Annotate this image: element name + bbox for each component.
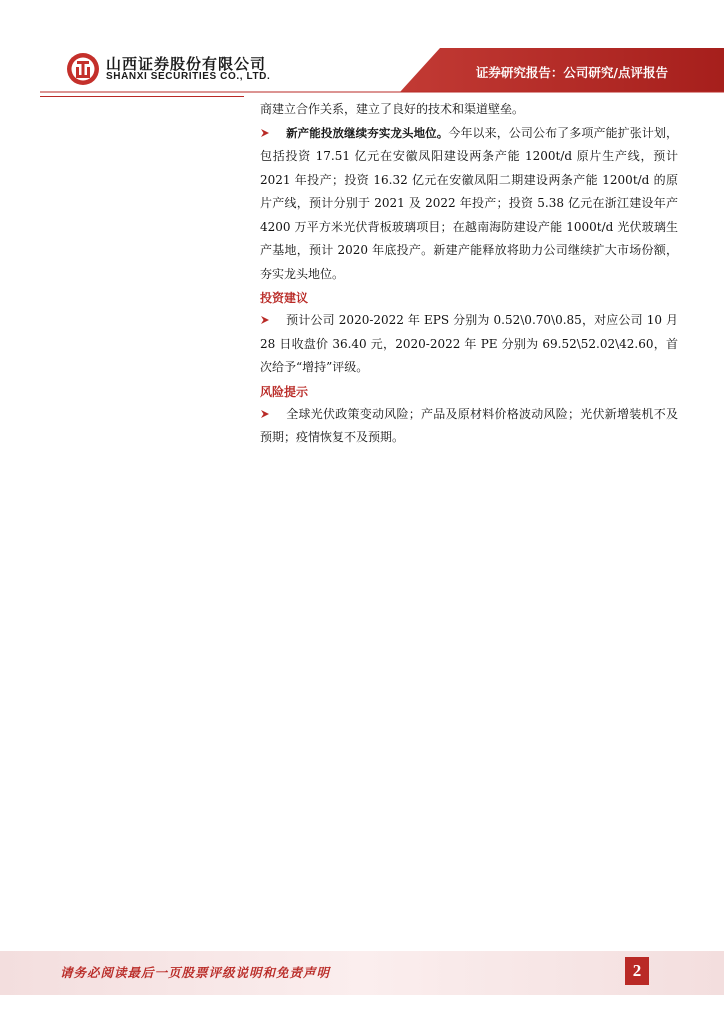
left-rule-divider xyxy=(40,96,244,97)
report-type-label: 证券研究报告：公司研究/点评报告 xyxy=(475,65,668,80)
arrow-bullet-icon xyxy=(260,122,286,146)
bullet-investment xyxy=(260,309,678,380)
bullet-body-text: 预计公司 2020-2022 年 EPS 分别为 0.52\0.70\0.85，对应公司 10 月 28 日收盘价 36.40 元，2020-2022 年 PE 分别为 69.52\52.02\42.60，首次给予“增持”评级。 xyxy=(260,313,678,374)
footer-disclaimer: 请务必阅读最后一页股票评级说明和免责声明 xyxy=(60,965,331,980)
paragraph-continuation: 商建立合作关系，建立了良好的技术和渠道壁垒。 xyxy=(260,102,525,116)
bullet-body-text: 今年以来，公司公布了多项产能扩张计划，包括投资 17.51 亿元在安徽凤阳建设两条产能 1200t/d 原片生产线，预计 2021 年投产；投资 16.32 亿元在安徽凤阳二期建设两条产能 1200t/d 的原片产线，预计分别于 2021 及 2022 年投产；投资 5.38 亿元在浙江建设年产 4200 万平方米光伏背板玻璃项目；在越南海防建设产能 1000t/d 光伏玻璃生产基地，预计 2020 年底投产。新建产能释放将助力公司继续扩大市场份额，夯实龙头地位。 xyxy=(260,125,678,281)
header-band xyxy=(0,0,724,100)
section-title-investment: 投资建议 xyxy=(260,291,309,305)
shanxi-securities-logo-icon xyxy=(66,52,100,86)
bullet-body-text: 全球光伏政策变动风险；产品及原材料价格波动风险；光伏新增装机不及预期；疫情恢复不及预期。 xyxy=(260,406,678,444)
arrow-bullet-icon xyxy=(260,309,286,333)
bullet-lead-text: 新产能投放继续夯实龙头地位。 xyxy=(286,125,449,140)
bullet-risk xyxy=(260,403,678,450)
arrow-bullet-icon xyxy=(260,403,286,427)
page-number: 2 xyxy=(625,957,649,985)
company-name-cn: 山西证券股份有限公司 xyxy=(106,55,267,73)
page-header xyxy=(0,0,724,100)
main-content xyxy=(260,98,678,450)
section-title-risk: 风险提示 xyxy=(260,384,309,399)
bullet-capacity-expansion xyxy=(260,122,678,287)
company-name-en: SHANXI SECURITIES CO., LTD. xyxy=(106,71,271,82)
